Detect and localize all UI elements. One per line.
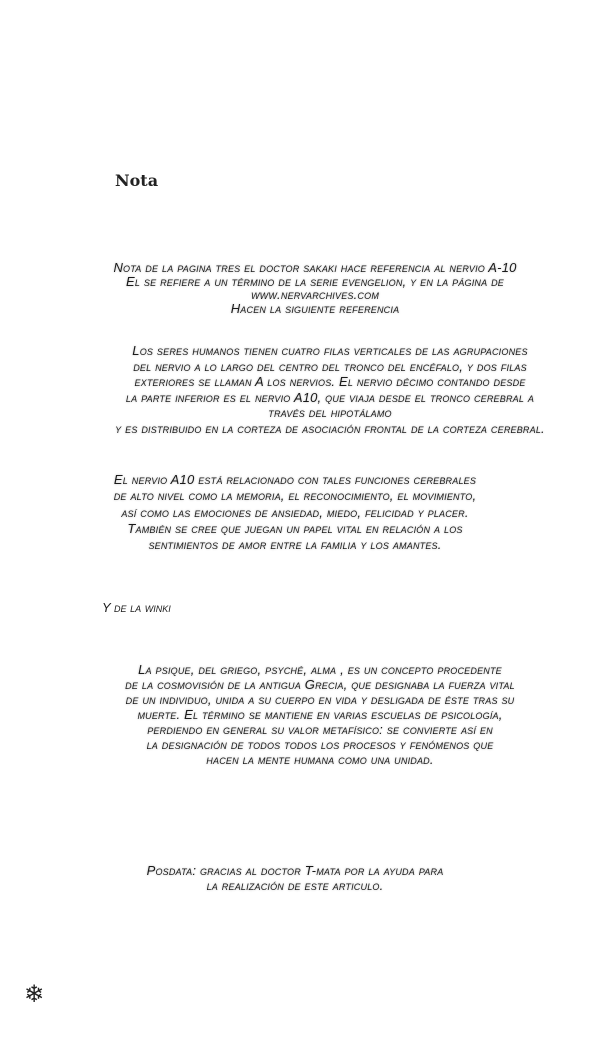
snowflake-icon: ❄ <box>24 980 45 1008</box>
wiki-label: Y de la winki <box>102 600 171 615</box>
text-line: muerte. El término se mantiene en varias escuelas de psicología, <box>137 707 503 722</box>
text-line: Posdata: gracias al doctor T-mata por la ayuda para <box>146 863 444 878</box>
text-line: hacen la mente humana como una unidad. <box>206 752 434 767</box>
nerve-paragraph <box>35 343 600 437</box>
text-line: de la cosmovisión de la antigua Grecia, que designaba la fuerza vital <box>125 677 515 692</box>
text-line: y es distribuido en la corteza de asociación frontal de la corteza cerebral. <box>115 420 545 436</box>
text-line: la designación de todos todos los procesos y fenómenos que <box>146 737 494 752</box>
text-line: de alto nivel como la memoria, el reconocimiento, el movimiento, <box>113 488 477 504</box>
text-line: Los seres humanos tienen cuatro filas verticales de las agrupaciones <box>132 343 528 358</box>
text-line: exteriores se llaman A los nervios. El nervio décimo contando desde <box>134 374 526 390</box>
text-line: www.nervarchives.com <box>250 287 380 302</box>
text-line: así como las emociones de ansiedad, miedo, felicidad y placer. <box>121 504 469 520</box>
postscript <box>0 863 590 893</box>
text-line: Hacen la siguiente referencia <box>230 300 400 316</box>
psyche-paragraph <box>25 662 600 767</box>
note-intro <box>20 261 600 315</box>
text-line: la realización de este articulo. <box>206 878 384 893</box>
a10-paragraph <box>0 472 590 553</box>
text-line: sentimientos de amor entre la familia y los amantes. <box>148 537 442 553</box>
text-line: del nervio a lo largo del centro del tronco del encéfalo, y dos filas <box>133 358 527 374</box>
text-line: La psique, del griego, psyché, alma , es un concepto procedente <box>138 662 502 677</box>
text-line: Nota de la pagina tres el doctor sakaki hace referencia al nervio A-10 <box>113 260 517 275</box>
page-title: Nota <box>115 171 159 190</box>
text-line: El se refiere a un término de la serie evengelion, y en la página de <box>125 273 505 289</box>
text-line: También se cree que juegan un papel vital en relación a los <box>127 520 463 536</box>
text-line: perdiendo en general su valor metafísico: se convierte así en <box>147 722 493 737</box>
text-line: El nervio A10 está relacionado con tales funciones cerebrales <box>113 472 477 487</box>
text-line: través del hipotálamo <box>268 405 392 421</box>
text-line: de un individuo, unida a su cuerpo en vida y desligada de éste tras su <box>125 692 515 707</box>
text-line: la parte inferior es el nervio A10, que viaja desde el tronco cerebral a <box>125 389 535 405</box>
